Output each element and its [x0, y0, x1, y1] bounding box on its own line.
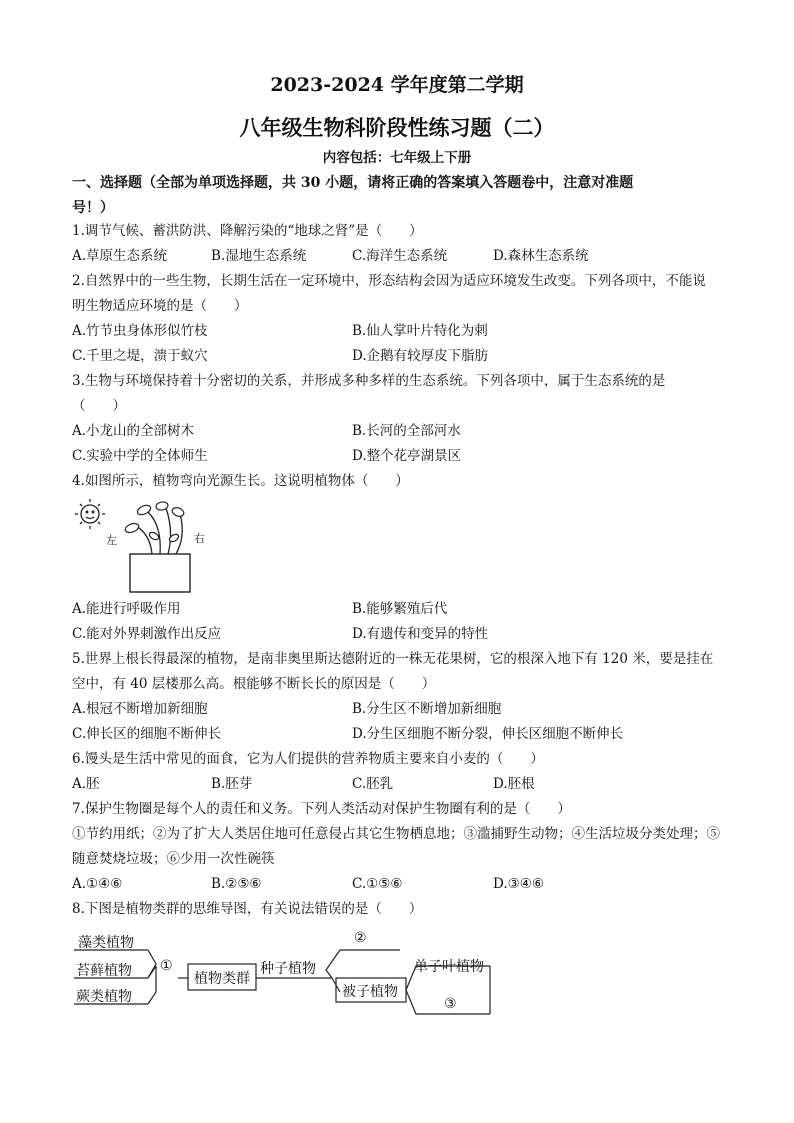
figure-label-left: 左	[106, 534, 117, 547]
q5-option-b: B.分生区不断增加新细胞	[352, 701, 502, 717]
mindmap-blank-1: ①	[160, 958, 173, 974]
q7-stem-line3: 随意焚烧垃圾；⑥少用一次性碗筷	[72, 851, 275, 867]
q3-option-b: B.长河的全部河水	[352, 423, 461, 439]
mindmap-root: 植物类群	[194, 971, 250, 987]
plant-phototropism-figure	[70, 496, 220, 598]
sun-icon	[75, 499, 105, 529]
q3-stem-line2: （ ）	[72, 398, 126, 414]
q1-stem: 1.调节气候、蓄洪防洪、降解污染的“地球之肾”是（ ）	[72, 223, 423, 239]
q2-option-a: A.竹节虫身体形似竹枝	[72, 323, 208, 339]
q4-option-a: A.能进行呼吸作用	[72, 601, 181, 617]
q6-option-d: D.胚根	[493, 776, 535, 792]
q6-option-b: B.胚芽	[211, 776, 253, 792]
plant-group-mindmap	[70, 926, 500, 1022]
section-heading-line1: 一、选择题（全部为单项选择题，共 30 小题，请将正确的答案填入答题卷中，注意对准题	[72, 175, 634, 191]
q2-option-c: C.千里之堤，溃于蚁穴	[72, 348, 208, 364]
mindmap-angiosperms: 被子植物	[342, 984, 398, 1000]
q7-option-b: B.②⑤⑥	[211, 876, 262, 892]
q1-option-b: B.湿地生态系统	[211, 248, 307, 264]
q1-option-d: D.森林生态系统	[493, 248, 589, 264]
q5-option-c: C.伸长区的细胞不断伸长	[72, 726, 222, 742]
q2-option-b: B.仙人掌叶片特化为刺	[352, 323, 488, 339]
q7-option-c: C.①⑤⑥	[352, 876, 403, 892]
mindmap-moss: 苔藓植物	[76, 963, 132, 979]
q4-option-c: C.能对外界刺激作出反应	[72, 626, 222, 642]
mindmap-blank-2: ②	[354, 930, 367, 946]
mindmap-algae: 藻类植物	[78, 935, 134, 951]
q6-option-a: A.胚	[72, 776, 100, 792]
q7-stem-line1: 7.保护生物圈是每个人的责任和义务。下列人类活动对保护生物圈有利的是（ ）	[72, 801, 571, 817]
mindmap-monocots: 单子叶植物	[414, 959, 484, 975]
q4-stem: 4.如图所示，植物弯向光源生长。这说明植物体（ ）	[72, 473, 409, 489]
exam-scope: 内容包括：七年级上下册	[322, 150, 472, 166]
q1-option-c: C.海洋生态系统	[352, 248, 448, 264]
q3-option-d: D.整个花亭湖景区	[352, 448, 462, 464]
mindmap-blank-3: ③	[444, 996, 457, 1012]
q3-option-c: C.实验中学的全体师生	[72, 448, 208, 464]
flower-pot	[130, 554, 190, 592]
exam-year-title: 2023-2024 学年度第二学期	[270, 74, 524, 96]
q6-option-c: C.胚乳	[352, 776, 394, 792]
q2-stem-line2: 明生物适应环境的是（ ）	[72, 298, 248, 314]
q4-option-b: B.能够繁殖后代	[352, 601, 448, 617]
mindmap-fern: 蕨类植物	[76, 989, 132, 1005]
q7-stem-line2: ①节约用纸；②为了扩大人类居住地可任意侵占其它生物栖息地；③滥捕野生动物；④生活垃圾分类处理；⑤	[72, 826, 720, 842]
q7-option-a: A.①④⑥	[72, 876, 123, 892]
q2-stem-line1: 2.自然界中的一些生物，长期生活在一定环境中，形态结构会因为适应环境发生改变。下列各项中，不能说	[72, 273, 706, 289]
figure-label-right: 右	[194, 532, 205, 545]
mindmap-seed-plants: 种子植物	[260, 961, 316, 977]
q2-option-d: D.企鹅有较厚皮下脂肪	[352, 348, 489, 364]
q1-option-a: A.草原生态系统	[72, 248, 168, 264]
q8-stem: 8.下图是植物类群的思维导图，有关说法错误的是（ ）	[72, 901, 423, 917]
q3-stem-line1: 3.生物与环境保持着十分密切的关系，并形成多种多样的生态系统。下列各项中，属于生态系统的是	[72, 373, 666, 389]
q6-stem: 6.馒头是生活中常见的面食，它为人们提供的营养物质主要来自小麦的（ ）	[72, 751, 544, 767]
q5-stem-line1: 5.世界上根长得最深的植物，是南非奥里斯达德附近的一株无花果树，它的根深入地下有 120 米，要是挂在	[72, 651, 714, 667]
q4-option-d: D.有遗传和变异的特性	[352, 626, 489, 642]
q5-option-d: D.分生区细胞不断分裂，伸长区细胞不断伸长	[352, 726, 624, 742]
q3-option-a: A.小龙山的全部树木	[72, 423, 195, 439]
q5-option-a: A.根冠不断增加新细胞	[72, 701, 208, 717]
exam-title: 八年级生物科阶段性练习题（二）	[239, 115, 555, 140]
section-heading-line2: 号！）	[72, 200, 114, 216]
q7-option-d: D.③④⑥	[493, 876, 544, 892]
q5-stem-line2: 空中，有 40 层楼那么高。根能够不断长长的原因是（ ）	[72, 676, 436, 692]
